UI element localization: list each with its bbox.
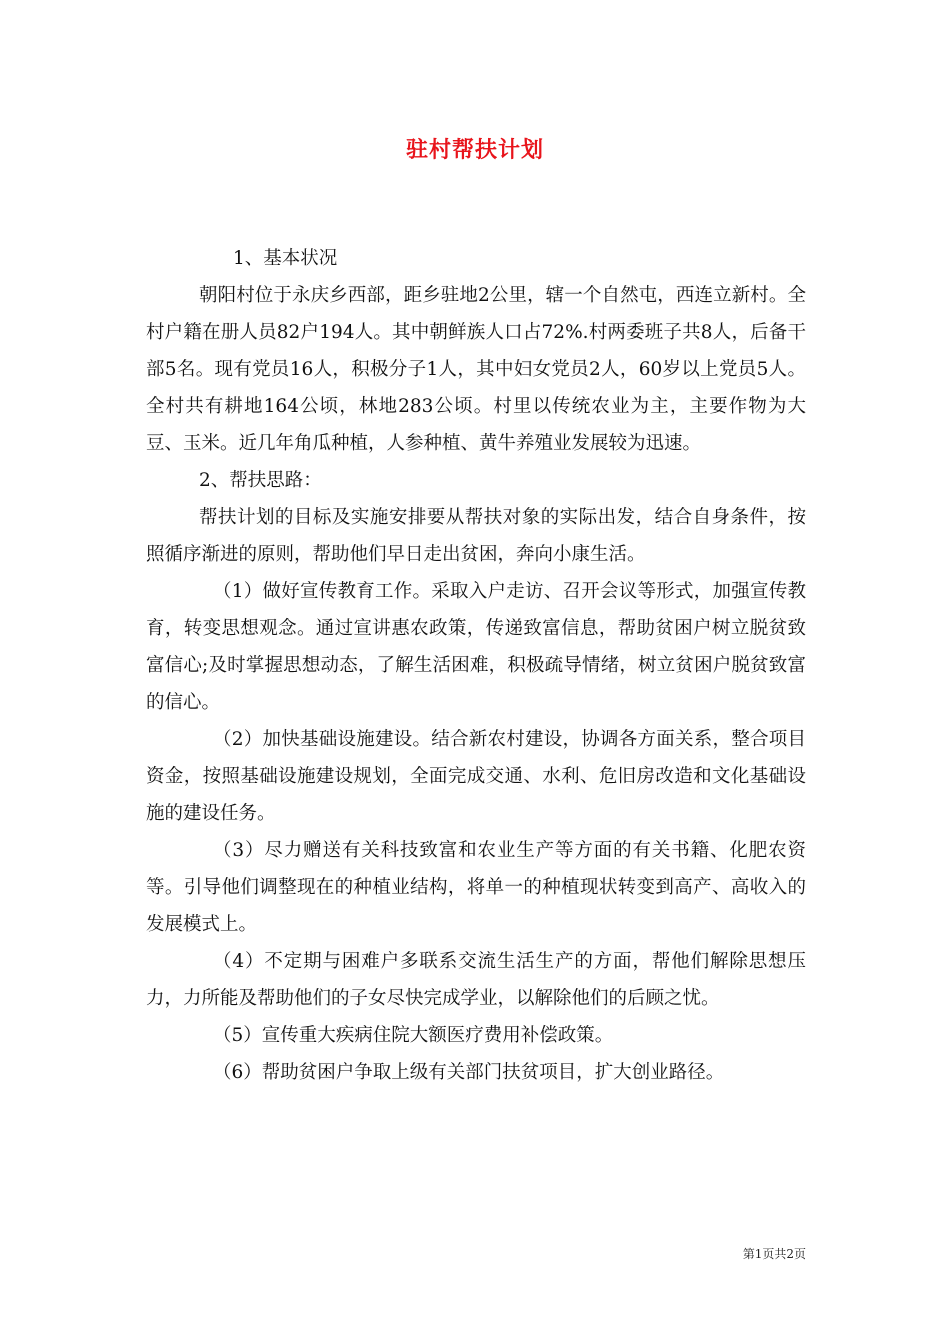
section-heading-assistance-approach: 2、帮扶思路：: [199, 470, 322, 491]
list-item-contact-households: （4）不定期与困难户多联系交流生活生产的方面，帮他们解除思想压力，力所能及帮助他们的子女尽快完成学业，以解除他们的后顾之忧。: [146, 951, 806, 1009]
document-body: [146, 240, 806, 1091]
list-item-publicity-education: （1）做好宣传教育工作。采取入户走访、召开会议等形式，加强宣传教育，转变思想观念。通过宣讲惠农政策，传递致富信息，帮助贫困户树立脱贫致富信心;及时掌握思想动态，了解生活困难，积极疏导情绪，树立贫困户脱贫致富的信心。: [146, 581, 806, 713]
page-number: 第1页共2页: [742, 1247, 806, 1261]
document-title: 驻村帮扶计划: [405, 137, 544, 163]
paragraph-basic-situation: 朝阳村位于永庆乡西部，距乡驻地2公里，辖一个自然屯，西连立新村。全村户籍在册人员82户194人。其中朝鲜族人口占72%.村两委班子共8人，后备干部5名。现有党员16人，积极分子1人，其中妇女党员2人，60岁以上党员5人。全村共有耕地164公顷，林地283公顷。村里以传统农业为主，主要作物为大豆、玉米。近几年角瓜种植，人参种植、黄牛养殖业发展较为迅速。: [146, 285, 806, 454]
paragraph-assistance-goal: 帮扶计划的目标及实施安排要从帮扶对象的实际出发，结合自身条件，按照循序渐进的原则，帮助他们早日走出贫困，奔向小康生活。: [146, 507, 806, 565]
list-item-poverty-projects: （6）帮助贫困户争取上级有关部门扶贫项目，扩大创业路径。: [213, 1062, 725, 1083]
list-item-books-supplies: （3）尽力赠送有关科技致富和农业生产等方面的有关书籍、化肥农资等。引导他们调整现在的种植业结构，将单一的种植现状转变到高产、高收入的发展模式上。: [146, 840, 806, 935]
section-heading-basic-situation: 1、基本状况: [233, 248, 338, 269]
list-item-infrastructure: （2）加快基础设施建设。结合新农村建设，协调各方面关系，整合项目资金，按照基础设施建设规划，全面完成交通、水利、危旧房改造和文化基础设施的建设任务。: [146, 729, 806, 824]
list-item-medical-policy: （5）宣传重大疾病住院大额医疗费用补偿政策。: [213, 1025, 614, 1046]
